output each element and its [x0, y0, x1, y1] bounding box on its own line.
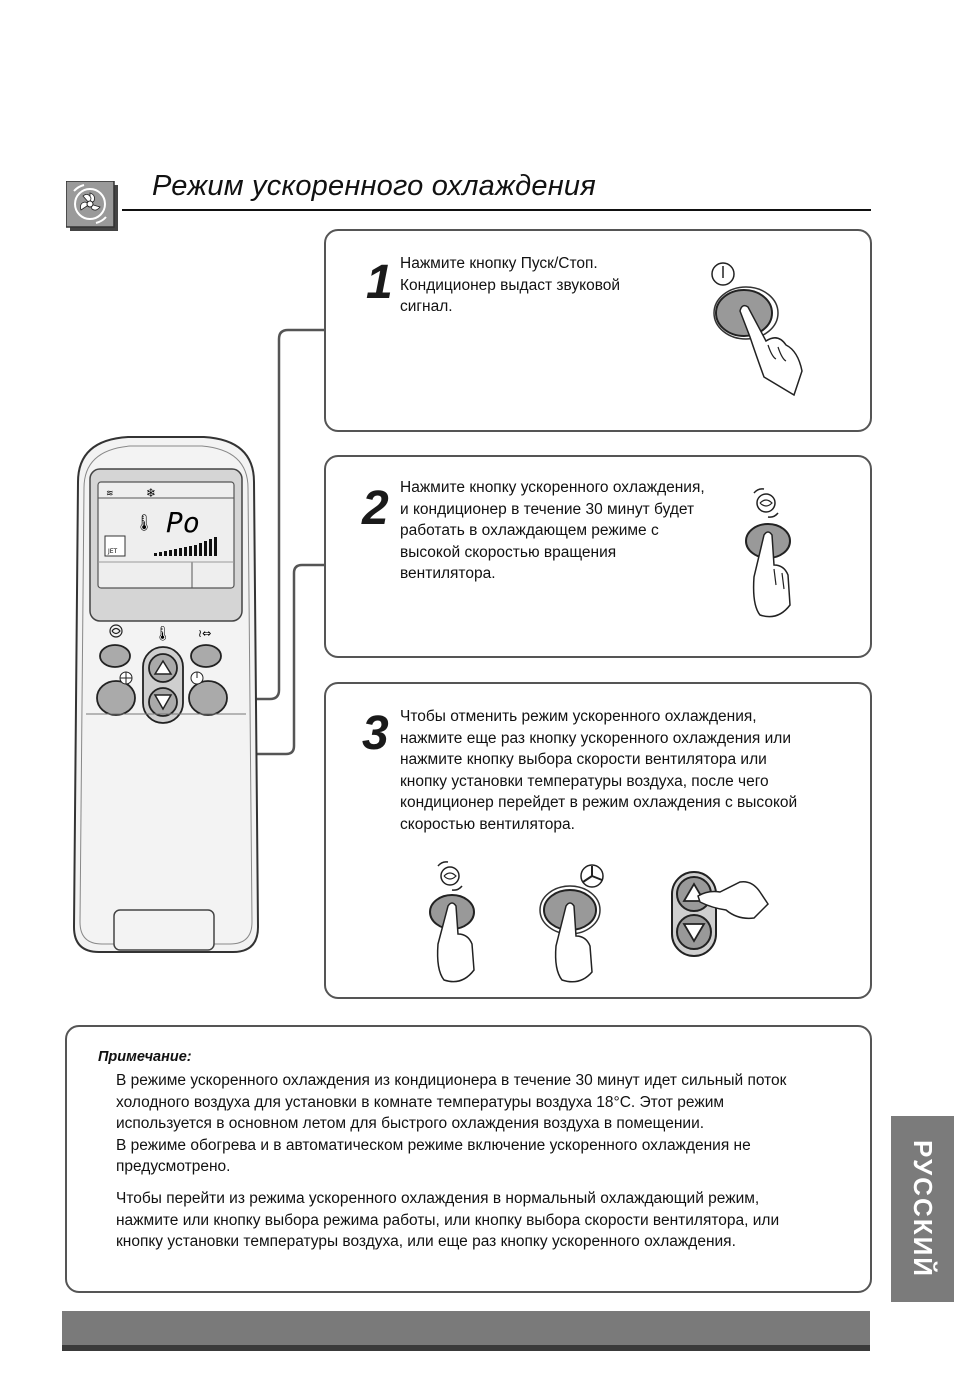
- title-divider: [122, 209, 871, 211]
- step-3-text: Чтобы отменить режим ускоренного охлаждения, нажмите еще раз кнопку ускоренного охлаждения или нажмите кнопку выбора скорости вентилятора или кнопку установки температуры воздуха, после чего кондиционер перейдет в режим охлаждения с высокой скоростью вентилятора.: [400, 708, 798, 833]
- svg-text:≋: ≋: [106, 489, 114, 499]
- jet-cool-fan-icon: [66, 181, 118, 231]
- note-paragraph-1: В режиме ускоренного охлаждения из кондиционера в течение 30 минут идет сильный поток холодного воздуха для установки в комнате температуры воздуха 18°C. Этот режим используется в основном летом для быстрого охлаждения воздуха в помещении. В режиме обогрева и в автоматическом режиме включение ускоренного охлаждения не предусмотрено.: [116, 1072, 787, 1176]
- note-title: Примечание:: [98, 1049, 192, 1065]
- step-2-number: 2: [362, 482, 389, 535]
- language-tab: [891, 1116, 954, 1302]
- remote-display-text: Po: [166, 506, 200, 539]
- step-1-number: 1: [366, 256, 393, 309]
- svg-text:🌡: 🌡: [134, 513, 155, 532]
- svg-text:🌡: 🌡: [154, 626, 172, 642]
- hand-pressing-fan-speed-button-icon: [532, 854, 622, 988]
- hand-pressing-power-button-icon: [706, 259, 816, 399]
- step-1-box: [324, 229, 872, 432]
- step-3-number: 3: [362, 707, 389, 760]
- footer-bar: [62, 1311, 870, 1345]
- hand-pressing-temperature-buttons-icon: [668, 870, 778, 960]
- remote-jet-label: JET: [108, 548, 118, 555]
- hand-pressing-jet-cool-button-icon: [422, 858, 502, 988]
- step-2-text: Нажмите кнопку ускоренного охлаждения, и кондиционер в течение 30 минут будет работать в охлаждающем режиме с высокой скоростью вращения вентилятора.: [400, 479, 705, 582]
- language-tab-label: РУССКИЙ: [908, 1140, 938, 1278]
- svg-text:❄: ❄: [146, 486, 157, 500]
- hand-pressing-jet-cool-button-icon: [738, 485, 808, 625]
- footer-line: [62, 1345, 870, 1351]
- svg-text:≀⇔: ≀⇔: [198, 627, 212, 640]
- note-paragraph-2: Чтобы перейти из режима ускоренного охлаждения в нормальный охлаждающий режим, нажмите или кнопку выбора режима работы, или кнопку выбора скорости вентилятора, или кнопку установки температуры воздуха, или еще раз кнопку ускоренного охлаждения.: [116, 1190, 780, 1251]
- page-title: Режим ускоренного охлаждения: [152, 170, 596, 202]
- step-2-box: [324, 455, 872, 658]
- step-3-box: [324, 682, 872, 999]
- remote-control: [68, 432, 264, 957]
- step-1-text: Нажмите кнопку Пуск/Стоп. Кондиционер выдаст звуковой сигнал.: [400, 255, 621, 315]
